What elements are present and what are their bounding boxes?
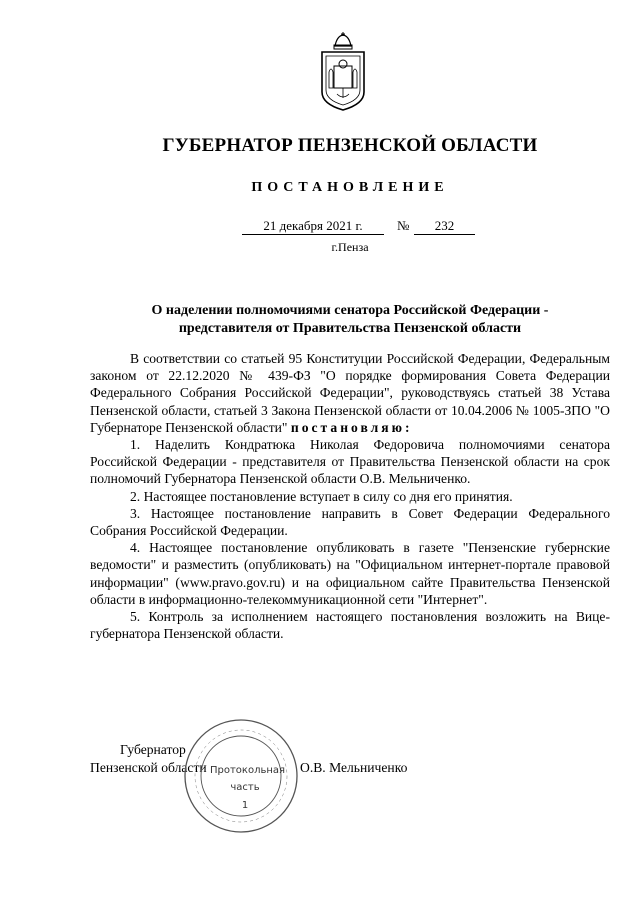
official-seal-stamp bbox=[183, 718, 299, 834]
subject-line-2: представителя от Правительства Пензенской области bbox=[178, 321, 522, 336]
signatory-region: Пензенской области bbox=[90, 760, 207, 775]
decree-subject bbox=[60, 302, 640, 338]
subject-line-1: О наделении полномочиями сенатора Российской Федерации - bbox=[151, 303, 549, 318]
seal-text-line-1: Протокольная bbox=[210, 765, 286, 776]
item-5: 5. Контроль за исполнением настоящего постановления возложить на Вице-губернатора Пензенской области. bbox=[90, 609, 610, 642]
document-type: ПОСТАНОВЛЕНИЕ bbox=[251, 180, 449, 195]
preamble-paragraph bbox=[90, 350, 610, 436]
decree-word: постановляю: bbox=[290, 419, 413, 435]
decree-date: 21 декабря 2021 г. bbox=[242, 218, 384, 235]
item-1: 1. Наделить Кондратюка Николая Федоровича полномочиями сенатора Российской Федерации - представителя от Правительства Пензенской области на срок полномочий Губернатора Пензенской области О.В. Мельниченко. bbox=[90, 437, 610, 487]
coat-of-arms-emblem bbox=[319, 32, 367, 112]
signatory-title: Губернатор bbox=[120, 742, 186, 757]
seal-text-line-2: часть bbox=[230, 782, 260, 793]
issuer-title: ГУБЕРНАТОР ПЕНЗЕНСКОЙ ОБЛАСТИ bbox=[162, 135, 538, 156]
city: г.Пенза bbox=[331, 240, 369, 254]
item-2: 2. Настоящее постановление вступает в силу со дня его принятия. bbox=[130, 488, 513, 504]
decree-number: 232 bbox=[414, 218, 475, 235]
number-sign: № bbox=[397, 218, 410, 233]
item-4: 4. Настоящее постановление опубликовать в газете "Пензенские губернские ведомости" и разместить (опубликовать) на "Официальном интернет-портале правовой информации" (www.pravo.gov.ru) и на официальном сайте Правительства Пензенской области в информационно-телекоммуникационной сети "Интернет". bbox=[90, 540, 610, 607]
seal-text-line-3: 1 bbox=[241, 800, 249, 811]
item-3: 3. Настоящее постановление направить в Совет Федерации Федерального Собрания Российской Федерации. bbox=[90, 505, 610, 539]
signatory-name: О.В. Мельниченко bbox=[300, 760, 408, 775]
decree-body bbox=[90, 350, 610, 642]
preamble-text: В соответствии со статьей 95 Конституции Российской Федерации, Федеральным законом от 22.12.2020 № 439-ФЗ "О порядке формирования Совета Федерации Федерального Собрания Российской Федерации", руководствуясь статьей 38 Устава Пензенской области, статьей 3 Закона Пензенской области от 10.04.2006 № 1005-ЗПО "О Губернаторе Пензенской области" bbox=[90, 351, 610, 435]
